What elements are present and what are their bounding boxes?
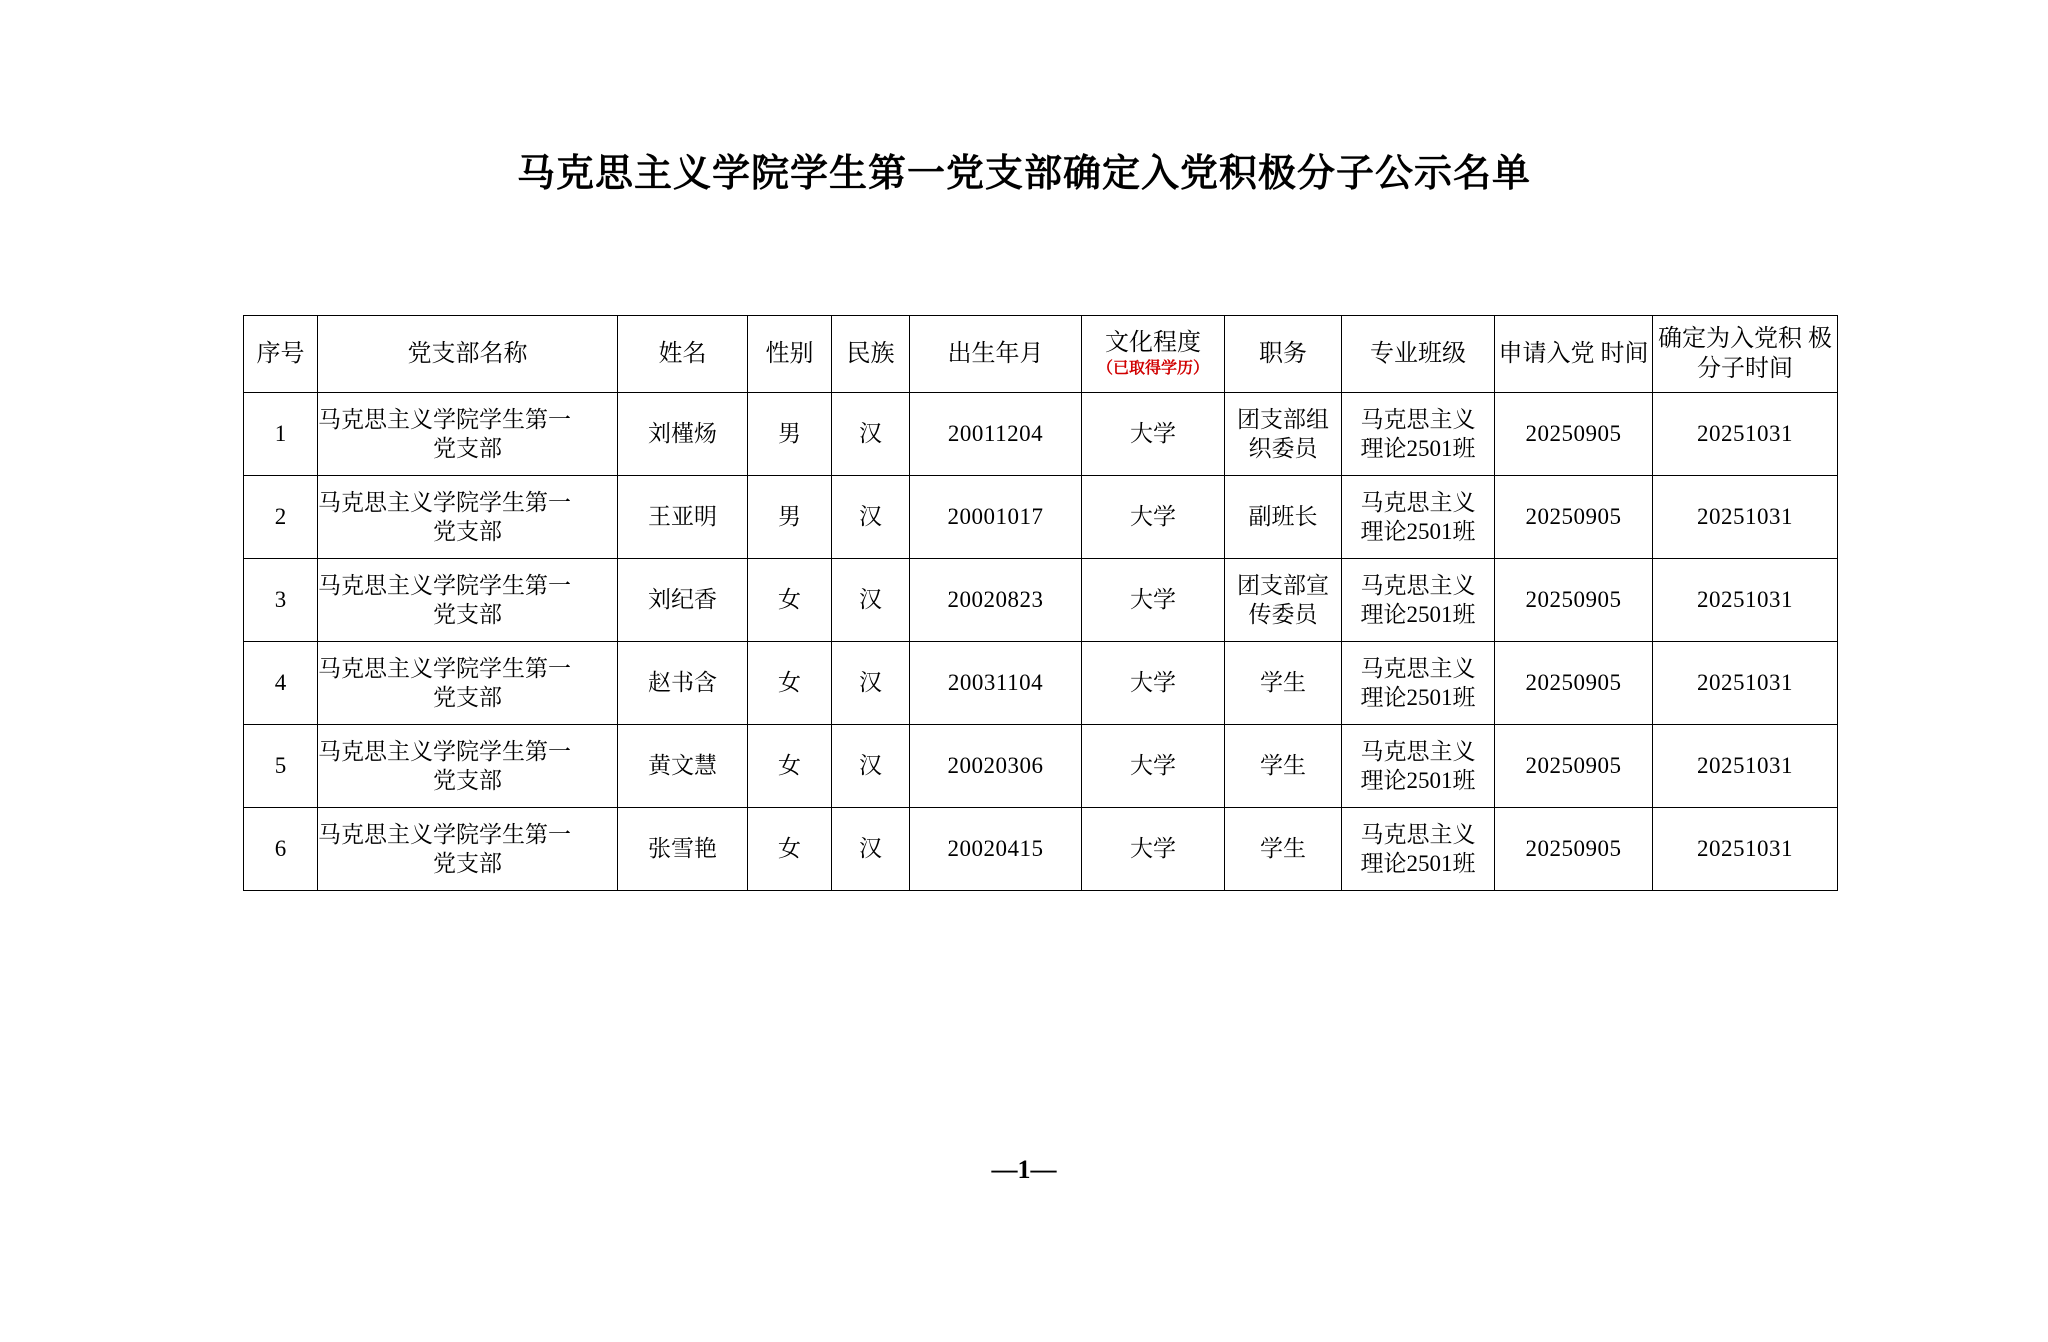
cell-branch [318,808,618,891]
cell-branch-line1: 马克思主义学院学生第一 [318,406,571,432]
cell-gender: 女 [748,642,832,725]
cell-birth: 20020306 [910,725,1082,808]
cell-confirm-time: 20251031 [1653,476,1838,559]
cell-birth: 20020415 [910,808,1082,891]
cell-major-line1: 马克思主义 [1360,406,1476,432]
cell-branch-line2: 党支部 [433,436,502,461]
cell-major [1342,393,1495,476]
cell-nation: 汉 [832,808,910,891]
table-row [244,559,1838,642]
cell-apply-time: 20250905 [1495,725,1653,808]
cell-branch [318,476,618,559]
cell-confirm-time: 20251031 [1653,642,1838,725]
cell-apply-time: 20250905 [1495,642,1653,725]
cell-name: 王亚明 [618,476,748,559]
column-header-confirm-time-line1: 确定为入党积 [1658,326,1802,352]
cell-birth: 20031104 [910,642,1082,725]
column-header-education-main: 文化程度 [1105,330,1201,357]
cell-seq: 5 [244,725,318,808]
cell-nation: 汉 [832,559,910,642]
table-header [244,316,1838,393]
column-header-seq: 序号 [244,316,318,393]
table-row [244,808,1838,891]
column-header-nation: 民族 [832,316,910,393]
cell-education: 大学 [1082,476,1225,559]
cell-nation: 汉 [832,725,910,808]
cell-gender: 女 [748,808,832,891]
cell-duty-line1: 副班长 [1248,504,1318,530]
page-title: 马克思主义学院学生第一党支部确定入党积极分子公示名单 [516,153,1531,195]
cell-branch-line2: 党支部 [433,851,502,876]
cell-duty [1225,476,1342,559]
cell-name: 赵书含 [618,642,748,725]
cell-branch-line2: 党支部 [433,602,502,627]
table-row [244,725,1838,808]
cell-education: 大学 [1082,808,1225,891]
column-header-education [1082,316,1225,393]
cell-name: 黄文慧 [618,725,748,808]
column-header-confirm-time [1653,316,1838,393]
column-header-apply-time [1495,316,1653,393]
cell-branch [318,393,618,476]
column-header-name: 姓名 [618,316,748,393]
cell-name: 张雪艳 [618,808,748,891]
table-header-row [244,316,1838,393]
cell-apply-time: 20250905 [1495,559,1653,642]
cell-major [1342,476,1495,559]
cell-branch [318,725,618,808]
cell-duty-line1: 团支部宣 [1237,572,1329,598]
cell-major-line1: 马克思主义 [1360,821,1476,847]
cell-branch-line1: 马克思主义学院学生第一 [318,489,571,515]
cell-branch-line2: 党支部 [433,768,502,793]
cell-apply-time: 20250905 [1495,393,1653,476]
cell-duty-line1: 学生 [1260,836,1306,862]
cell-major-line1: 马克思主义 [1360,572,1476,598]
cell-education: 大学 [1082,642,1225,725]
cell-duty-line1: 团支部组 [1237,406,1329,432]
cell-duty-line2: 织委员 [1248,436,1318,461]
cell-name: 刘纪香 [618,559,748,642]
activist-list-table [243,315,1838,891]
cell-nation: 汉 [832,476,910,559]
cell-major-line2: 理论2501班 [1360,768,1476,793]
cell-major-line1: 马克思主义 [1360,738,1476,764]
cell-seq: 6 [244,808,318,891]
table-row [244,393,1838,476]
cell-duty [1225,393,1342,476]
cell-apply-time: 20250905 [1495,476,1653,559]
cell-education: 大学 [1082,393,1225,476]
cell-major-line1: 马克思主义 [1360,655,1476,681]
cell-nation: 汉 [832,393,910,476]
cell-branch-line1: 马克思主义学院学生第一 [318,821,571,847]
cell-name: 刘槿炀 [618,393,748,476]
cell-duty-line2: 传委员 [1248,602,1318,627]
table-row [244,476,1838,559]
cell-major [1342,725,1495,808]
cell-duty [1225,642,1342,725]
cell-duty-line1: 学生 [1260,670,1306,696]
column-header-duty: 职务 [1225,316,1342,393]
cell-birth: 20020823 [910,559,1082,642]
cell-gender: 女 [748,725,832,808]
column-header-education-note: （已取得学历） [1096,360,1209,378]
cell-major-line2: 理论2501班 [1360,851,1476,876]
cell-branch-line2: 党支部 [433,519,502,544]
cell-branch-line1: 马克思主义学院学生第一 [318,738,571,764]
column-header-birth: 出生年月 [910,316,1082,393]
activist-list-table-container [243,315,1832,891]
cell-seq: 4 [244,642,318,725]
cell-duty-line1: 学生 [1260,753,1306,779]
column-header-apply-time-line2: 时间 [1600,341,1649,367]
cell-major-line2: 理论2501班 [1360,602,1476,627]
page-number: —1— [991,1155,1057,1184]
cell-branch [318,559,618,642]
cell-education: 大学 [1082,559,1225,642]
cell-gender: 男 [748,476,832,559]
cell-confirm-time: 20251031 [1653,393,1838,476]
cell-birth: 20011204 [910,393,1082,476]
cell-major [1342,559,1495,642]
table-body [244,393,1838,891]
cell-major-line1: 马克思主义 [1360,489,1476,515]
cell-apply-time: 20250905 [1495,808,1653,891]
cell-education: 大学 [1082,725,1225,808]
cell-branch-line1: 马克思主义学院学生第一 [318,655,571,681]
cell-major [1342,642,1495,725]
cell-birth: 20001017 [910,476,1082,559]
cell-major-line2: 理论2501班 [1360,685,1476,710]
table-row [244,642,1838,725]
cell-major [1342,808,1495,891]
cell-nation: 汉 [832,642,910,725]
column-header-apply-time-line1: 申请入党 [1498,341,1595,367]
cell-seq: 1 [244,393,318,476]
cell-gender: 男 [748,393,832,476]
cell-branch-line1: 马克思主义学院学生第一 [318,572,571,598]
cell-seq: 2 [244,476,318,559]
cell-duty [1225,725,1342,808]
column-header-major: 专业班级 [1342,316,1495,393]
cell-confirm-time: 20251031 [1653,808,1838,891]
cell-duty [1225,559,1342,642]
cell-confirm-time: 20251031 [1653,559,1838,642]
column-header-confirm-time-line2: 极分子时间 [1697,326,1832,382]
cell-branch-line2: 党支部 [433,685,502,710]
cell-confirm-time: 20251031 [1653,725,1838,808]
cell-major-line2: 理论2501班 [1360,436,1476,461]
cell-duty [1225,808,1342,891]
cell-major-line2: 理论2501班 [1360,519,1476,544]
cell-seq: 3 [244,559,318,642]
cell-branch [318,642,618,725]
cell-gender: 女 [748,559,832,642]
column-header-branch: 党支部名称 [318,316,618,393]
column-header-gender: 性别 [748,316,832,393]
